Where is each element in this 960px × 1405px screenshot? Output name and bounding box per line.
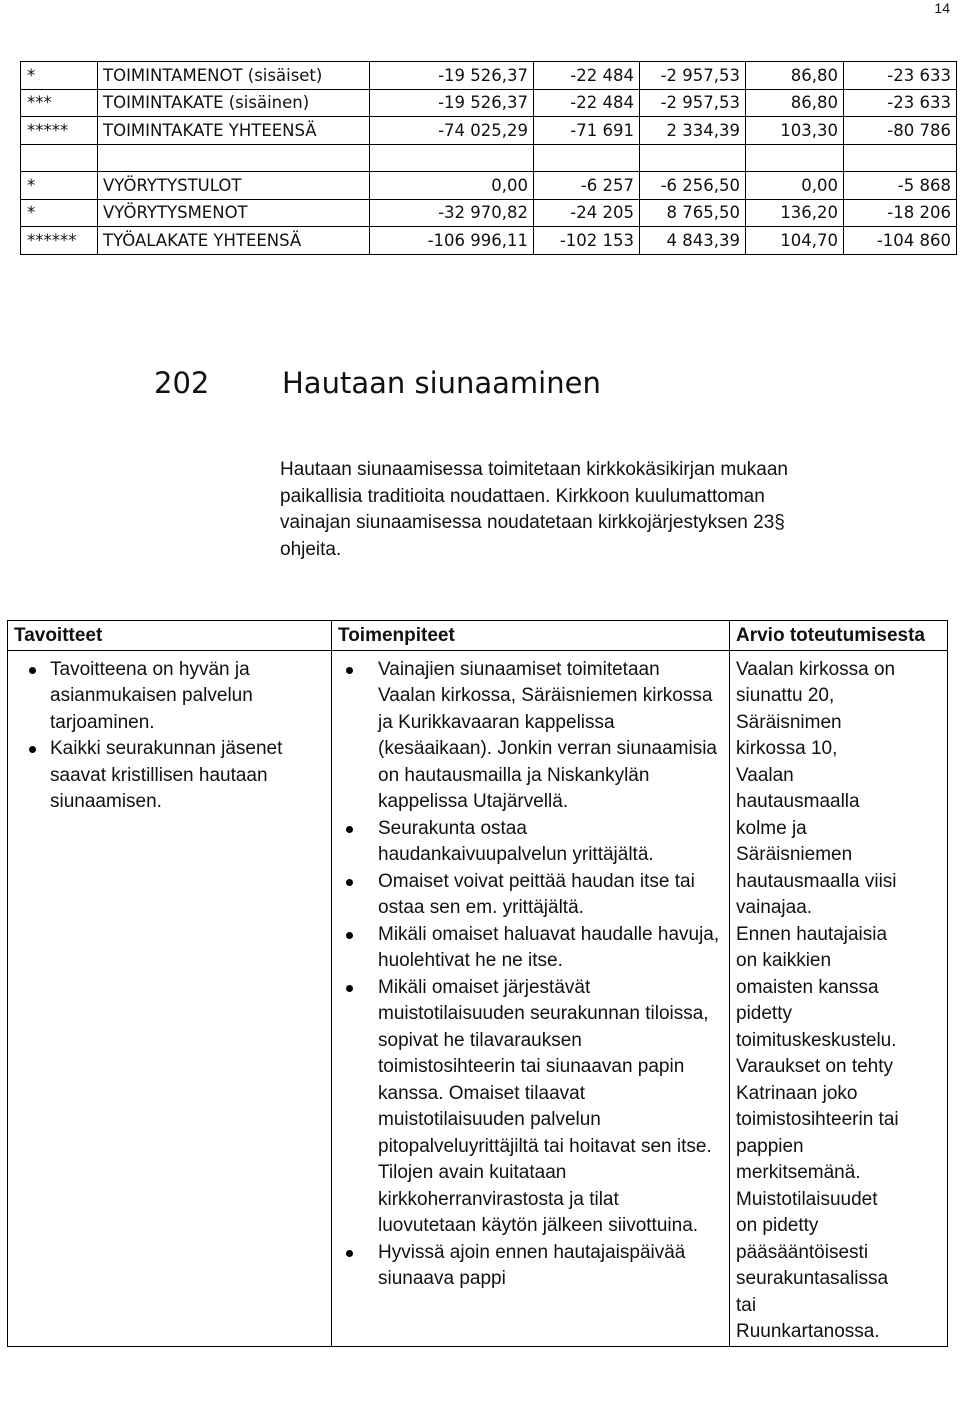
header-actions: Toimenpiteet — [332, 621, 730, 651]
value-cell: -22 484 — [534, 89, 640, 117]
actions-list — [338, 657, 721, 1293]
goals-cell — [8, 650, 332, 1346]
value-cell: 104,70 — [746, 227, 844, 255]
value-cell: 86,80 — [746, 62, 844, 90]
value-cell: 8 765,50 — [640, 199, 746, 227]
finance-row — [21, 62, 957, 90]
value-cell: 4 843,39 — [640, 227, 746, 255]
section-heading — [154, 366, 601, 400]
value-cell: -104 860 — [844, 227, 957, 255]
value-cell: -2 957,53 — [640, 89, 746, 117]
row-marker: * — [21, 199, 98, 227]
value-cell: -23 633 — [844, 62, 957, 90]
action-item: Mikäli omaiset haluavat haudalle havuja, huolehtivat he ne itse. — [338, 922, 721, 975]
value-cell: 86,80 — [746, 89, 844, 117]
row-marker: * — [21, 62, 98, 90]
value-cell: -22 484 — [534, 62, 640, 90]
row-label: TOIMINTAKATE (sisäinen) — [98, 89, 370, 117]
finance-row — [21, 144, 957, 172]
value-cell: -19 526,37 — [370, 89, 534, 117]
header-evaluation: Arvio toteutumisesta — [730, 621, 948, 651]
action-item: Vainajien siunaamiset toimitetaan Vaalan kirkossa, Säräisniemen kirkossa ja Kurikkavaaran kappelissa (kesäaikaan). Jonkin verran siunaamisia on hautausmailla ja Niskankylän kappelissa Utajärvellä. — [338, 657, 721, 816]
value-cell: 103,30 — [746, 117, 844, 145]
row-marker: ***** — [21, 117, 98, 145]
finance-row — [21, 227, 957, 255]
finance-table — [20, 61, 957, 255]
row-label: VYÖRYTYSMENOT — [98, 199, 370, 227]
header-goals: Tavoitteet — [8, 621, 332, 651]
finance-row — [21, 89, 957, 117]
row-marker — [21, 144, 98, 172]
value-cell: -106 996,11 — [370, 227, 534, 255]
value-cell: -80 786 — [844, 117, 957, 145]
row-label: TYÖALAKATE YHTEENSÄ — [98, 227, 370, 255]
action-item: Mikäli omaiset järjestävät muistotilaisuuden seurakunnan tiloissa, sopivat he tilavarauksen toimistosihteerin tai siunaavan papin kanssa. Omaiset tilaavat muistotilaisuuden palvelun pitopalveluyrittäjiltä tai hoitavat sen itse. Tilojen avain kuitataan kirkkoherranvirastosta ja tilat luovutetaan käytön jälkeen siivottuina. — [338, 975, 721, 1240]
row-label — [98, 144, 370, 172]
section-intro: Hautaan siunaamisessa toimitetaan kirkkokäsikirjan mukaan paikallisia traditioita noudattaen. Kirkkoon kuulumattoman vainajan siunaamisessa noudatetaan kirkkojärjestyksen 23§ ohjeita. — [280, 459, 788, 560]
goal-item: Kaikki seurakunnan jäsenet saavat kristillisen hautaan siunaamisen. — [14, 736, 323, 816]
value-cell — [534, 144, 640, 172]
value-cell: 136,20 — [746, 199, 844, 227]
value-cell: -102 153 — [534, 227, 640, 255]
row-label: TOIMINTAMENOT (sisäiset) — [98, 62, 370, 90]
row-label: TOIMINTAKATE YHTEENSÄ — [98, 117, 370, 145]
page-number: 14 — [934, 0, 950, 16]
row-marker: ****** — [21, 227, 98, 255]
value-cell — [746, 144, 844, 172]
value-cell: -6 257 — [534, 172, 640, 200]
action-item: Seurakunta ostaa haudankaivuupalvelun yrittäjältä. — [338, 816, 721, 869]
value-cell: 2 334,39 — [640, 117, 746, 145]
value-cell: -6 256,50 — [640, 172, 746, 200]
row-label: VYÖRYTYSTULOT — [98, 172, 370, 200]
row-marker: *** — [21, 89, 98, 117]
value-cell: -24 205 — [534, 199, 640, 227]
value-cell: -18 206 — [844, 199, 957, 227]
value-cell: -5 868 — [844, 172, 957, 200]
value-cell: -23 633 — [844, 89, 957, 117]
value-cell: -19 526,37 — [370, 62, 534, 90]
action-item: Omaiset voivat peittää haudan itse tai ostaa sen em. yrittäjältä. — [338, 869, 721, 922]
value-cell: 0,00 — [746, 172, 844, 200]
value-cell: 0,00 — [370, 172, 534, 200]
action-item: Hyvissä ajoin ennen hautajaispäivää siunaava pappi — [338, 1240, 721, 1293]
row-marker: * — [21, 172, 98, 200]
value-cell: -2 957,53 — [640, 62, 746, 90]
value-cell — [844, 144, 957, 172]
finance-row — [21, 199, 957, 227]
goals-table — [7, 620, 948, 1347]
finance-row — [21, 172, 957, 200]
section-number: 202 — [154, 366, 210, 400]
value-cell — [640, 144, 746, 172]
value-cell — [370, 144, 534, 172]
value-cell: -71 691 — [534, 117, 640, 145]
value-cell: -32 970,82 — [370, 199, 534, 227]
finance-row — [21, 117, 957, 145]
goals-list — [14, 657, 323, 816]
goal-item: Tavoitteena on hyvän ja asianmukaisen palvelun tarjoaminen. — [14, 657, 323, 737]
value-cell: -74 025,29 — [370, 117, 534, 145]
evaluation-cell: Vaalan kirkossa on siunattu 20, Säräisnimen kirkossa 10, Vaalan hautausmaalla kolme ja Säräisniemen hautausmaalla viisi vainajaa. Ennen hautajaisia on kaikkien omaisten kanssa pidetty toimituskeskustelu. Varaukset on tehty Katrinaan joko toimistosihteerin tai pappien merkitsemänä. Muistotilaisuudet on pidetty pääsääntöisesti seurakuntasalissa tai Ruunkartanossa. — [730, 650, 948, 1346]
section-title: Hautaan siunaaminen — [282, 366, 601, 400]
actions-cell — [332, 650, 730, 1346]
